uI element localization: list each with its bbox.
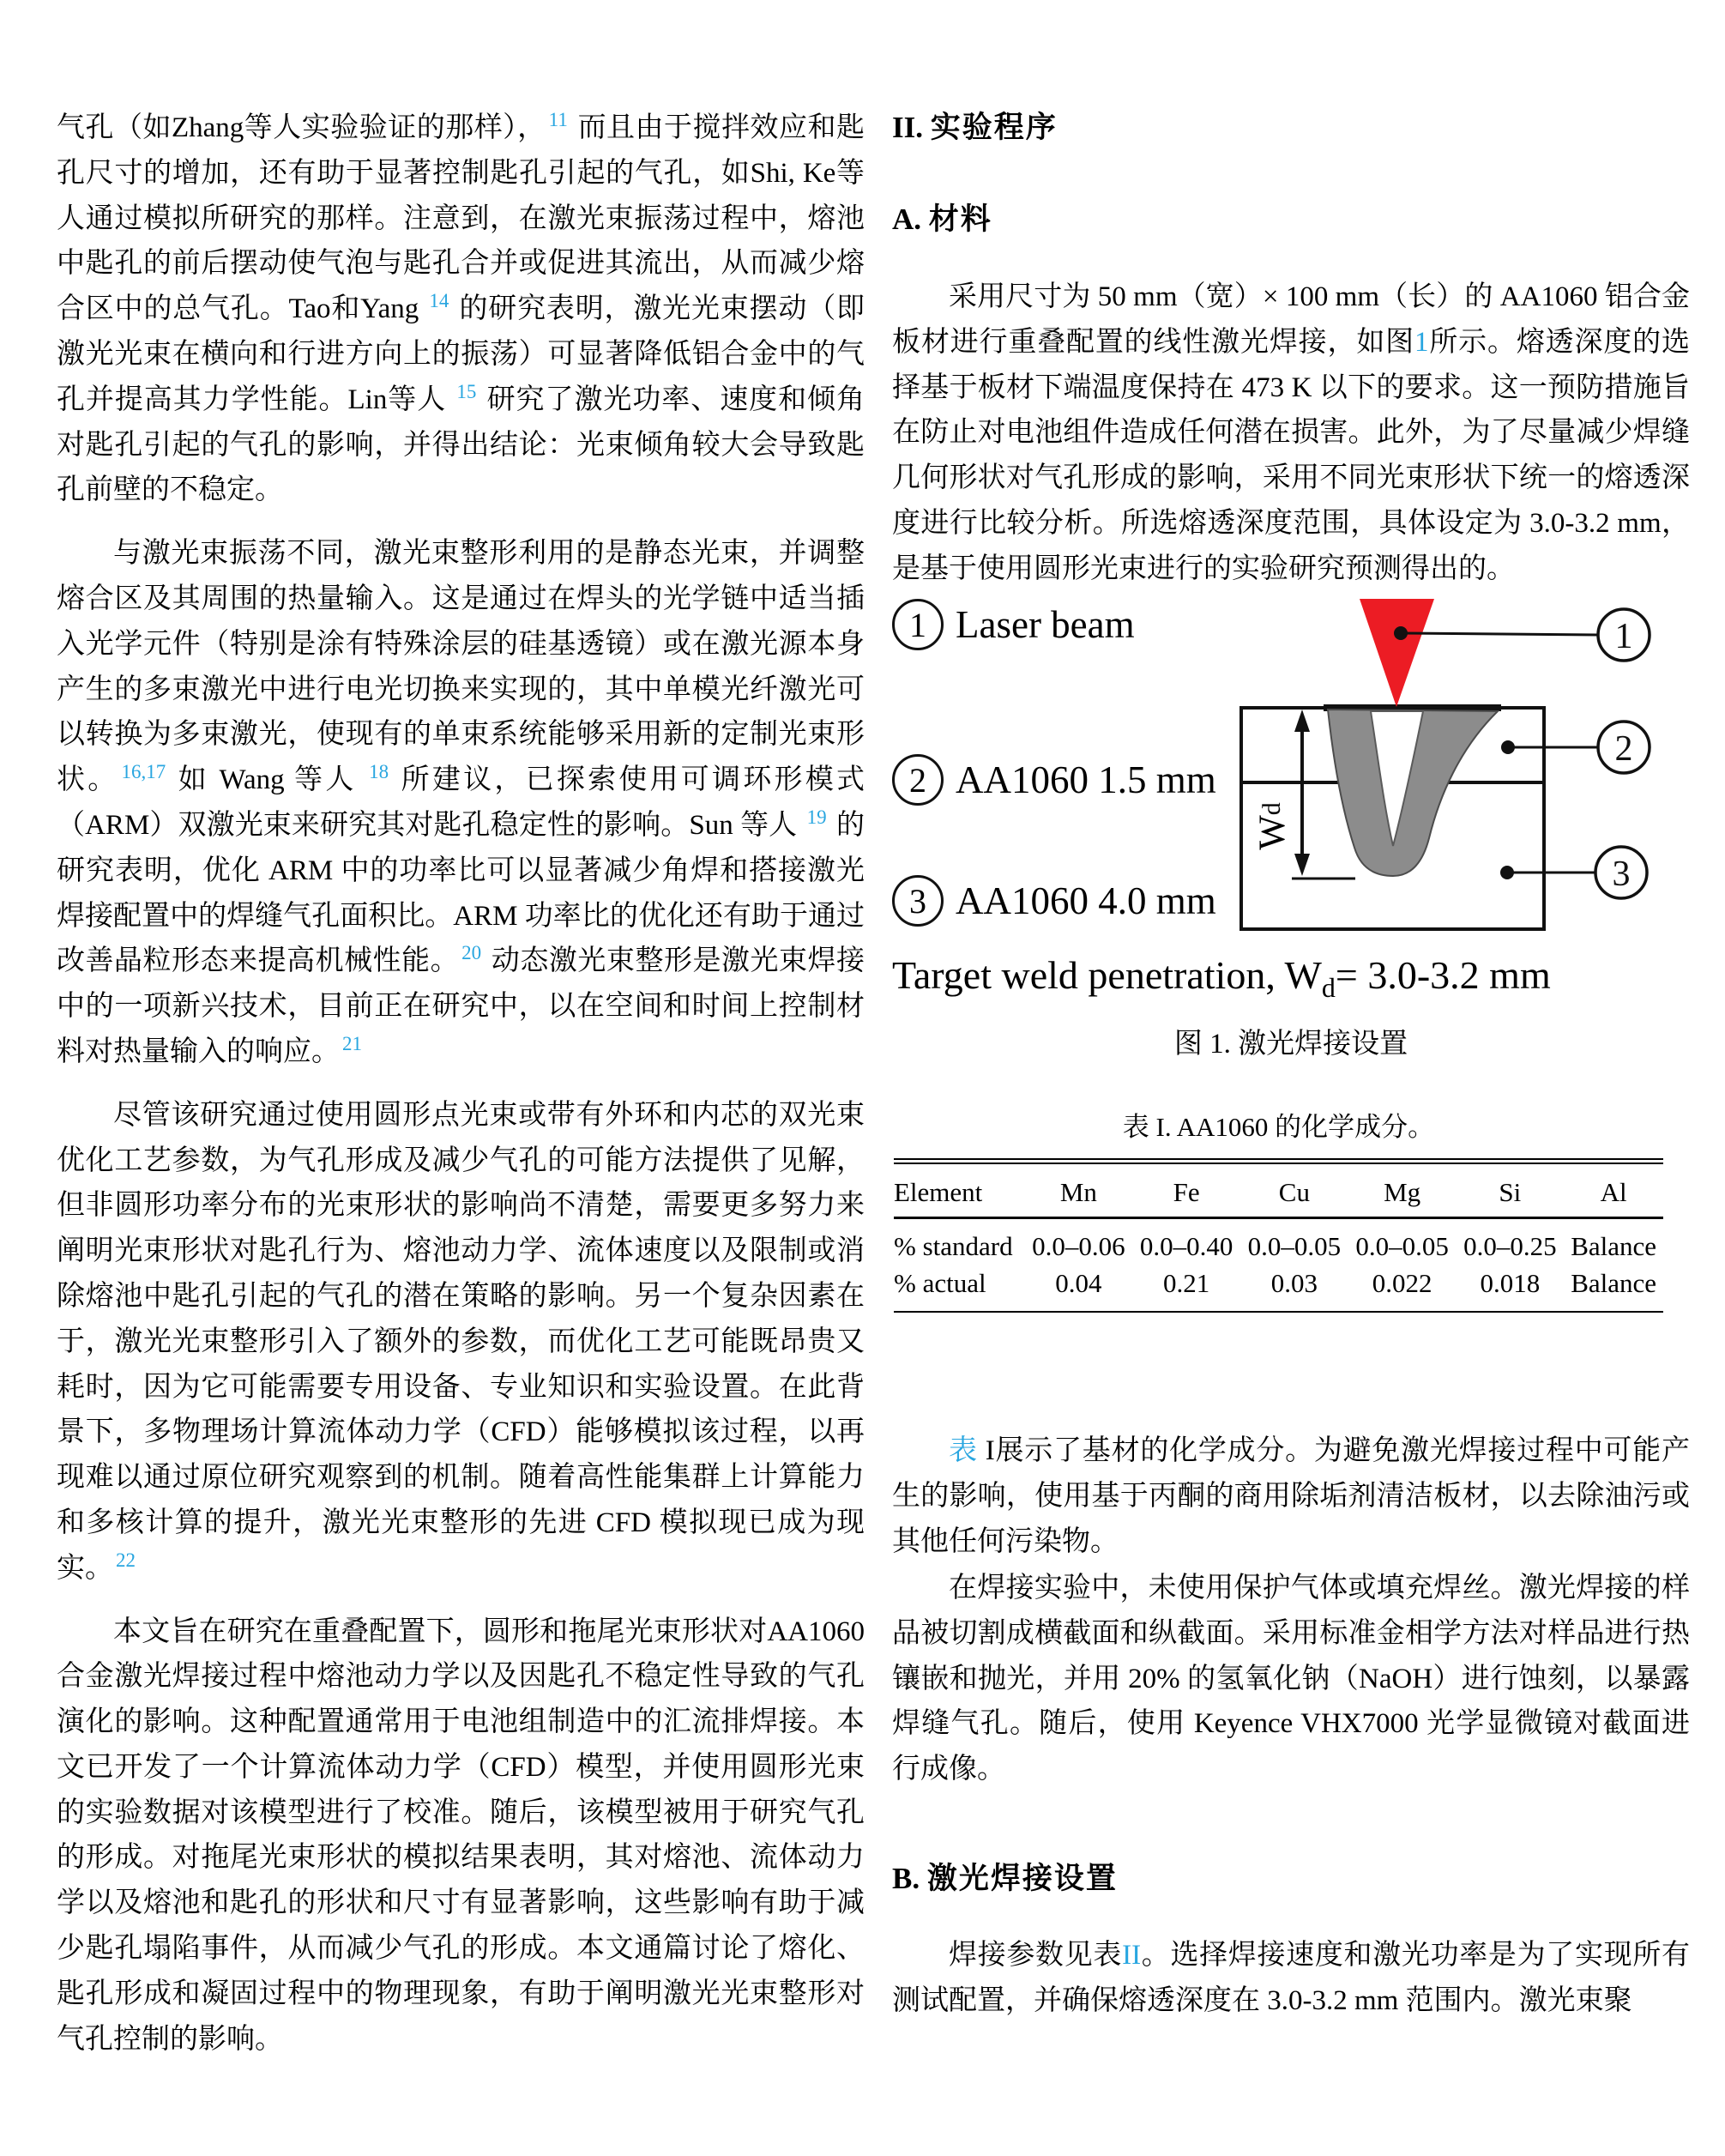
legend-number-1: 1 [892, 599, 944, 650]
target-value: = 3.0-3.2 mm [1335, 953, 1551, 997]
paragraph [892, 1566, 1690, 1792]
callout-number-2: 2 [1614, 729, 1633, 769]
text-run: 所建议，已探索使用可调环形模式（ARM）双激光束来研究其对匙孔稳定性的影响。Sun 等人 [57, 764, 866, 841]
laser-beam-shape [1360, 599, 1434, 707]
table-1-chemical-composition [894, 1105, 1663, 1313]
legend-item-plate-bottom [892, 875, 1216, 927]
section-title: 实验程序 [930, 111, 1058, 144]
table-header-cell: Si [1456, 1162, 1564, 1218]
chemical-composition-table [894, 1158, 1663, 1313]
paragraph [57, 531, 865, 1075]
table-cell: 0.018 [1480, 1268, 1541, 1298]
leader-line-1 [1401, 633, 1598, 635]
table-header-cell: Al [1564, 1162, 1663, 1218]
subsection-title: 激光焊接设置 [926, 1862, 1118, 1895]
wd-base: W [1252, 815, 1293, 850]
table-row [894, 1265, 1663, 1312]
table-cell: 0.0–0.06 [1032, 1231, 1125, 1261]
legend-item-plate-top [892, 754, 1216, 806]
legend-item-laser-beam [892, 599, 1135, 650]
subsection-heading-laser-welding-setup [892, 1855, 1118, 1898]
target-subscript: d [1321, 972, 1336, 1004]
table-body [894, 1218, 1663, 1313]
welding-experiment-paragraph-block [892, 1566, 1690, 1792]
text-run: 研究了激光功率、速度和倾角对匙孔引起的气孔的影响，并得出结论：光束倾角较大会导致匙孔前壁的不稳定。 [57, 383, 866, 506]
text-run: 与激光束振荡不同，激光束整形利用的是静态光束，并调整熔合区及其周围的热量输入。这是通过在焊头的光学链中适当插入光学元件（特别是涂有特殊涂层的硅基透镜）或在激光源本身产生的多束激光中进行电光切换来实现的，其中单模光纤激光可以转换为多束激光，使现有的单束系统能够采用新的定制光束形状。 [57, 538, 865, 796]
table-header-cell: Cu [1240, 1162, 1348, 1218]
subsection-number: B. [892, 1862, 920, 1895]
citation-link[interactable]: 11 [548, 109, 568, 130]
paragraph [892, 1428, 1690, 1564]
section-number: II. [892, 111, 923, 144]
legend-label: Laser beam [956, 603, 1135, 646]
paragraph [892, 275, 1690, 592]
materials-paragraph-block [892, 275, 1690, 592]
citation-link[interactable]: 18 [369, 761, 389, 783]
callout-number-1: 1 [1614, 617, 1633, 656]
figure-1-laser-welding-setup [892, 592, 1691, 963]
text-run: 尽管该研究通过使用圆形点光束或带有外环和内芯的双光束优化工艺参数，为气孔形成及减少气孔的可能方法提供了见解，但非圆形功率分布的光束形状的影响尚不清楚，需要更多努力来阐明光束形状对匙孔行为、熔池动力学、流体速度以及限制或消除熔池中匙孔引起的气孔的潜在策略的影响。另一个复杂因素在于，激光光束整形引入了额外的参数，而优化工艺可能既昂贵又耗时，因为它可能需要专用设备、专业知识和实验设置。在此背景下，多物理场计算流体动力学（CFD）能够模拟该过程，以再现难以通过原位研究观察到的机制。随着高性能集群上计算能力和多核计算的提升，激光光束整形的先进 CFD 模拟现已成为现实。 [57, 1099, 865, 1584]
table-cell: % actual [894, 1268, 986, 1298]
table-ref-paragraph-block [892, 1428, 1690, 1564]
text-run: 在焊接实验中，未使用保护气体或填充焊丝。激光焊接的样品被切割成横截面和纵截面。采用标准金相学方法对样品进行热镶嵌和抛光，并用 20% 的氢氧化钠（NaOH）进行蚀刻，以暴露焊缝气孔。随后，使用 Keyence VHX7000 光学显微镜对截面进行成像。 [892, 1573, 1690, 1785]
table-row [894, 1218, 1663, 1265]
table-cell: 0.0–0.40 [1139, 1231, 1233, 1261]
text-run: 的研究表明，激光光束摆动（即激光光束在横向和行进方向上的振荡）可显著降低铝合金中的气孔并提高其力学性能。Lin等人 [57, 293, 865, 415]
paragraph [892, 1933, 1690, 2024]
table-title: 表 I. AA1060 的化学成分。 [1122, 1112, 1435, 1142]
callout-number-3: 3 [1612, 855, 1631, 894]
legend-number-2: 2 [892, 754, 944, 806]
weld-setup-diagram [1235, 592, 1690, 952]
table-cell: 0.0–0.05 [1247, 1231, 1342, 1261]
target-penetration-label [892, 952, 1690, 1004]
citation-link[interactable]: 21 [342, 1032, 362, 1054]
cross-reference-link[interactable]: 表 [949, 1435, 978, 1466]
paragraph [57, 106, 865, 513]
text-run: 。选择焊接速度和激光功率是为了实现所有测试配置，并确保熔透深度在 3.0-3.2 mm 范围内。激光束聚 [892, 1940, 1691, 2016]
table-cell: Balance [1571, 1231, 1657, 1261]
figure-caption: 图 1. 激光焊接设置 [1173, 1029, 1408, 1060]
legend-number-3: 3 [892, 875, 944, 927]
text-run: 如 Wang 等人 [168, 764, 367, 796]
wd-rotated-label: W d [1252, 802, 1293, 850]
table-header-cell: Mg [1348, 1162, 1457, 1218]
text-run: 采用尺寸为 50 mm（宽）× 100 mm（长）的 AA1060 铝合金板材进行重叠配置的线性激光焊接，如图 [892, 281, 1690, 358]
text-run: 动态激光束整形是激光束焊接中的一项新兴技术，目前正在研究中，以在空间和时间上控制材料对热量输入的响应。 [57, 945, 866, 1067]
table-cell: Balance [1571, 1268, 1657, 1298]
text-run: 而且由于搅拌效应和匙孔尺寸的增加，还有助于显著控制匙孔引起的气孔，如Shi, Ke等人通过模拟所研究的那样。注意到，在激光束振荡过程中，熔池中匙孔的前后摆动使气泡与匙孔合并或促进其流出，从而减少熔合区中的总气孔。Tao和Yang [57, 112, 865, 325]
legend-label: AA1060 4.0 mm [956, 879, 1216, 922]
citation-link[interactable]: 19 [806, 806, 827, 828]
table-cell: 0.0–0.25 [1463, 1231, 1557, 1261]
cross-reference-link[interactable]: 1 [1414, 326, 1429, 358]
subsection-title: 材料 [928, 202, 992, 236]
citation-link[interactable]: 15 [456, 380, 477, 402]
text-run: 气孔（如Zhang等人实验验证的那样）， [57, 112, 546, 143]
citation-link[interactable]: 22 [116, 1549, 136, 1571]
citation-link[interactable]: 14 [429, 290, 449, 312]
table-cell: 0.21 [1162, 1268, 1210, 1298]
legend-label: AA1060 1.5 mm [956, 758, 1216, 801]
subsection-heading-materials [892, 196, 992, 239]
text-run: 的研究表明，优化 ARM 中的功率比可以显著减少角焊和搭接激光焊接配置中的焊缝气孔面积比。ARM 功率比的优化还有助于通过改善晶粒形态来提高机械性能。 [57, 809, 865, 977]
citation-link[interactable]: 20 [461, 942, 482, 964]
table-cell: 0.04 [1055, 1268, 1102, 1298]
arrowhead-up [1294, 710, 1310, 732]
paragraph [57, 1609, 865, 2062]
table-header-cell: Fe [1132, 1162, 1240, 1218]
welding-parameters-paragraph-block [892, 1933, 1690, 2024]
table-cell: 0.03 [1270, 1268, 1318, 1298]
section-heading-experimental-procedure [892, 104, 1058, 147]
table-header-cell: Mn [1024, 1162, 1132, 1218]
left-column [57, 106, 865, 2080]
paragraph [57, 1093, 865, 1591]
text-run: 焊接参数见表 [949, 1940, 1123, 1971]
subsection-number: A. [892, 202, 922, 236]
table-header-cell: Element [894, 1162, 1024, 1218]
table-cell: % standard [894, 1231, 1013, 1261]
table-cell: 0.022 [1372, 1268, 1432, 1298]
table-header-row [894, 1162, 1663, 1218]
text-run: 所示。熔透深度的选择基于板材下端温度保持在 473 K 以下的要求。这一预防措施旨在防止对电池组件造成任何潜在损害。此外，为了尽量减少焊缝几何形状对气孔形成的影响，采用不同光束形状下统一的熔透深度进行比较分析。所选熔透深度范围，具体设定为 3.0-3.2 mm，是基于使用圆形光束进行的实验研究预测得出的。 [892, 326, 1691, 584]
citation-link[interactable]: 16,17 [121, 761, 166, 783]
cross-reference-link[interactable]: II [1122, 1940, 1142, 1971]
text-run: 本文旨在研究在重叠配置下，圆形和拖尾光束形状对AA1060 合金激光焊接过程中熔池动力学以及因匙孔不稳定性导致的气孔演化的影响。这种配置通常用于电池组制造中的汇流排焊接。本文已开发了一个计算流体动力学（CFD）模型，并使用圆形光束的实验数据对该模型进行了校准。随后，该模型被用于研究气孔的形成。对拖尾光束形状的模拟结果表明，其对熔池、流体动力学以及熔池和匙孔的形状和尺寸有显著影响，这些影响有助于减少匙孔塌陷事件，从而减少气孔的形成。本文通篇讨论了熔化、匙孔形成和凝固过程中的物理现象，有助于阐明激光光束整形对气孔控制的影响。 [57, 1615, 865, 2055]
text-run: I展示了基材的化学成分。为避免激光焊接过程中可能产生的影响，使用基于丙酮的商用除垢剂清洁板材，以去除油污或其他任何污染物。 [892, 1435, 1690, 1557]
table-cell: 0.0–0.05 [1355, 1231, 1449, 1261]
target-text: Target weld penetration, W [892, 953, 1322, 997]
